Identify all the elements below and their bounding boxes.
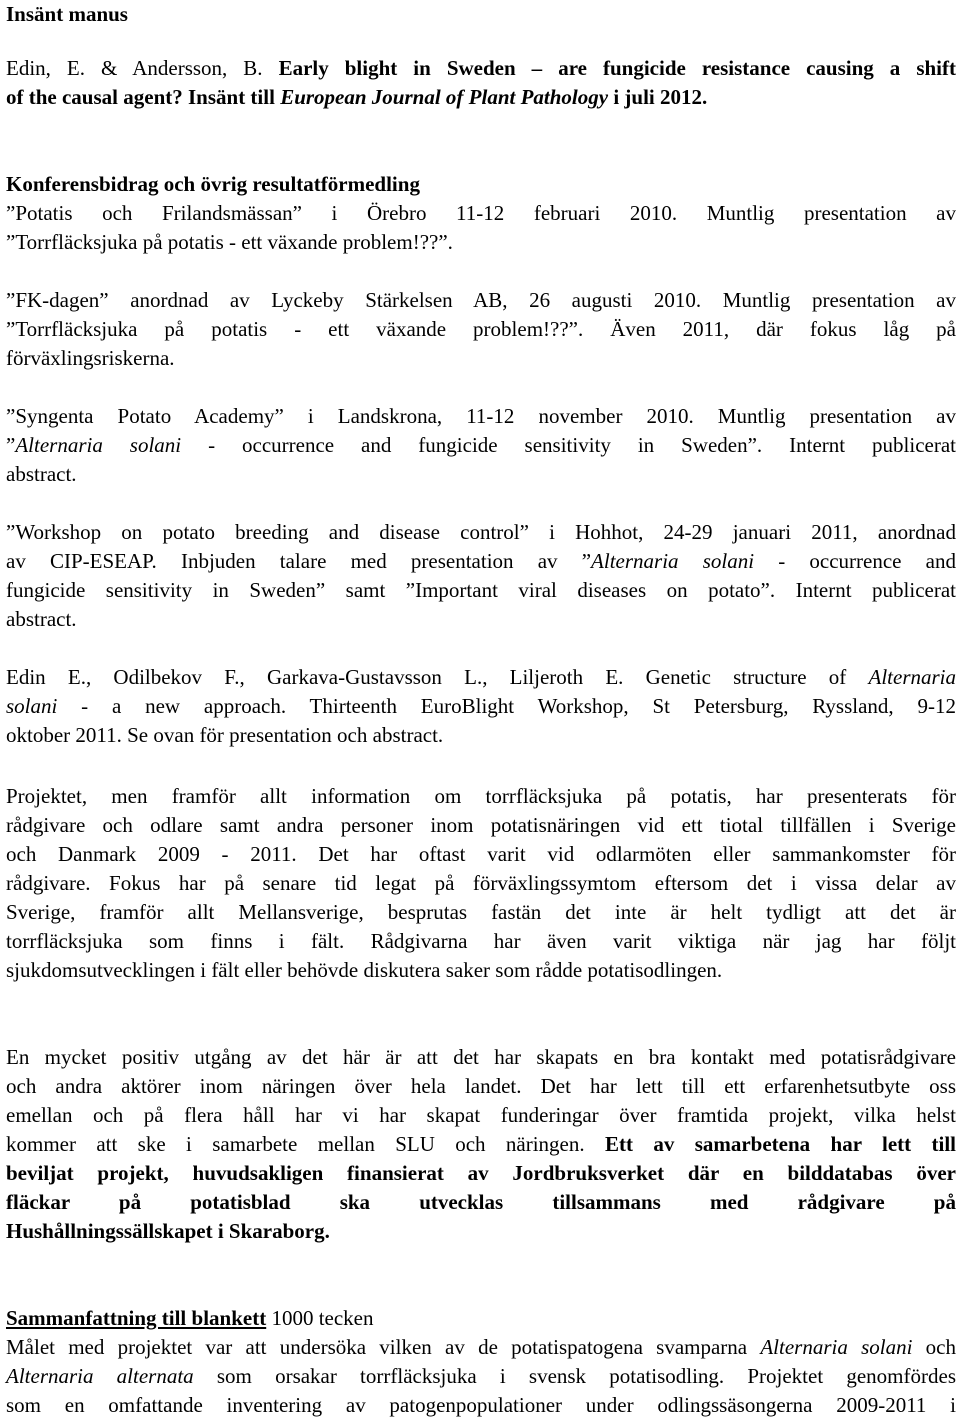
- positiv-line-5: beviljat projekt, huvudsakligen finansierat av Jordbruksverket där en bilddatabas över: [6, 1161, 956, 1185]
- positiv-line-6: fläckar på potatisblad ska utvecklas tillsammans med rådgivare på: [6, 1190, 956, 1214]
- workshop-line-3: fungicide sensitivity in Sweden” samt ”Important viral diseases on potato”. Internt publicerat: [6, 578, 956, 602]
- edin-line-2: [6, 692, 956, 721]
- edin-workshop: - a new approach. Thirteenth EuroBlight Workshop, St Petersburg, Ryssland, 9-12: [57, 694, 956, 718]
- workshop-line-4: abstract.: [6, 607, 77, 631]
- syngenta-line-1: ”Syngenta Potato Academy” i Landskrona, 11-12 november 2010. Muntlig presentation av: [6, 404, 956, 428]
- manus-title: Early blight in Sweden – are fungicide resistance causing a shift: [278, 56, 956, 80]
- sammanfattning-text-2: som orsakar torrfläcksjuka i svensk potatisodling. Projektet genomfördes: [193, 1364, 956, 1388]
- workshop-rest: - occurrence and: [754, 549, 956, 573]
- manus-date: i juli 2012.: [608, 85, 708, 109]
- manus-line-2: [6, 83, 956, 112]
- positiv-line-3: emellan och på flera håll har vi har skapat funderingar över framtida projekt, vilka helst: [6, 1103, 956, 1127]
- syngenta-quote: ”: [6, 433, 16, 457]
- workshop-species: Alternaria solani: [591, 549, 755, 573]
- positiv-line-1: En mycket positiv utgång av det här är att det har skapats en bra kontakt med potatisrådgivare: [6, 1045, 956, 1069]
- sammanfattning-line-1: [6, 1333, 956, 1362]
- projektet-line: och Danmark 2009 - 2011. Det har oftast varit vid odlarmöten eller sammankomster för: [6, 842, 956, 866]
- heading-konferensbidrag: Konferensbidrag och övrig resultatförmedling: [6, 172, 420, 196]
- syngenta-line-2: [6, 431, 956, 460]
- projektet-line: Sverige, framför allt Mellansverige, besprutas fastän det inte är helt tydligt att det är: [6, 900, 956, 924]
- edin-line-3: oktober 2011. Se ovan för presentation och abstract.: [6, 723, 444, 747]
- potatis-line-1: ”Potatis och Frilandsmässan” i Örebro 11-12 februari 2010. Muntlig presentation av: [6, 201, 956, 225]
- projektet-line: sjukdomsutvecklingen i fält eller behövde diskutera saker som rådde potatisodlingen.: [6, 958, 723, 982]
- manus-title-cont: of the causal agent? Insänt till: [6, 85, 281, 109]
- syngenta-species: Alternaria solani: [15, 433, 182, 457]
- heading-insant-manus: Insänt manus: [6, 2, 128, 26]
- positiv-line-2: och andra aktörer inom näringen över hela landet. Det har lett till ett erfarenhetsutbyte oss: [6, 1074, 956, 1098]
- sammanfattning-title: Sammanfattning till blankett: [6, 1306, 267, 1330]
- sammanfattning-och: och: [912, 1335, 956, 1359]
- workshop-line-2: [6, 547, 956, 576]
- fk-line-2: ”Torrfläcksjuka på potatis - ett växande problem!??”. Även 2011, där fokus låg på: [6, 317, 956, 341]
- workshop-speaker: av CIP-ESEAP. Inbjuden talare med presentation av ”: [6, 549, 592, 573]
- edin-genus: Alternaria: [868, 665, 956, 689]
- projektet-line: rådgivare. Fokus har på senare tid legat på förväxlingssymtom eftersom det i vissa delar av: [6, 871, 956, 895]
- sammanfattning-line-2: [6, 1362, 956, 1391]
- syngenta-rest: - occurrence and fungicide sensitivity in Sweden”. Internt publicerat: [181, 433, 957, 457]
- potatis-line-2: ”Torrfläcksjuka på potatis - ett växande problem!??”.: [6, 230, 453, 254]
- sammanfattning-count: 1000 tecken: [266, 1306, 374, 1330]
- manus-line-1: [6, 54, 956, 83]
- projektet-line: Projektet, men framför allt information om torrfläcksjuka på potatis, har presenterats för: [6, 784, 956, 808]
- sammanfattning-text: Målet med projektet var att undersöka vilken av de potatispatogena svamparna: [6, 1335, 761, 1359]
- sammanfattning-line-3: som en omfattande inventering av patogenpopulationer under odlingssäsongerna 2009-2011 i: [6, 1393, 956, 1417]
- syngenta-line-3: abstract.: [6, 462, 77, 486]
- positiv-text: kommer att ske i samarbete mellan SLU och näringen.: [6, 1132, 605, 1156]
- positiv-bold: Ett av samarbetena har lett till: [604, 1132, 956, 1156]
- sammanfattning-species-2: Alternaria alternata: [6, 1364, 194, 1388]
- workshop-line-1: ”Workshop on potato breeding and disease control” i Hohhot, 24-29 januari 2011, anordnad: [6, 520, 956, 544]
- manus-journal: European Journal of Plant Pathology: [280, 85, 609, 109]
- projektet-line: rådgivare och odlare samt andra personer inom potatisnäringen vid ett tiotal tillfällen i Sverige: [6, 813, 956, 837]
- edin-line-1: [6, 663, 956, 692]
- projektet-line: torrfläcksjuka som finns i fält. Rådgivarna har även varit viktiga när jag har följt: [6, 929, 956, 953]
- sammanfattning-species-1: Alternaria solani: [760, 1335, 913, 1359]
- fk-line-3: förväxlingsriskerna.: [6, 346, 175, 370]
- positiv-line-7: Hushållningssällskapet i Skaraborg.: [6, 1219, 330, 1243]
- positiv-line-4: [6, 1130, 956, 1159]
- fk-line-1: ”FK-dagen” anordnad av Lyckeby Stärkelsen AB, 26 augusti 2010. Muntlig presentation av: [6, 288, 956, 312]
- manus-authors: Edin, E. & Andersson, B.: [6, 56, 279, 80]
- edin-species: solani: [6, 694, 58, 718]
- sammanfattning-heading: [6, 1304, 956, 1333]
- edin-authors: Edin E., Odilbekov F., Garkava-Gustavsson L., Liljeroth E. Genetic structure of: [6, 665, 869, 689]
